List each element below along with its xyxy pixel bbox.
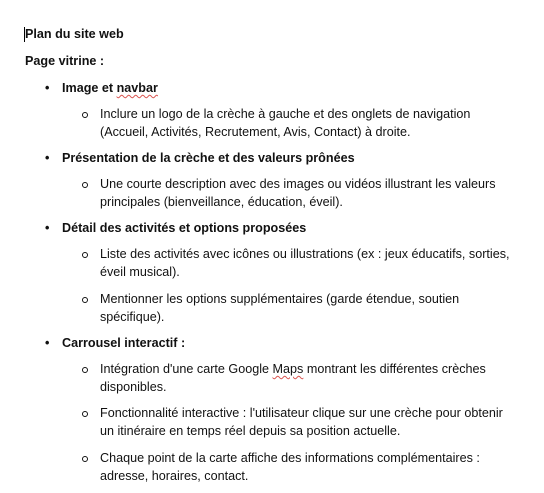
bullet-icon: • xyxy=(45,81,50,95)
circle-bullet-icon xyxy=(82,182,88,188)
sub-list-item-text: Une courte description avec des images ou vidéos illustrant les valeurs principales (bienveillance, éducation, éveil). xyxy=(100,177,496,209)
sub-list-item-text: Liste des activités avec icônes ou illustrations (ex : jeux éducatifs, sorties, éveil musical). xyxy=(100,247,510,279)
circle-bullet-icon xyxy=(82,367,88,373)
sub-list-item-text: Intégration d'une carte Google Maps montrant les différentes crèches disponibles. xyxy=(100,362,486,394)
circle-bullet-icon xyxy=(82,112,88,118)
bullet-icon: • xyxy=(45,221,50,235)
circle-bullet-icon xyxy=(82,411,88,417)
list-item-label: Carrousel interactif : xyxy=(62,336,186,350)
spellcheck-word[interactable]: Maps xyxy=(272,362,304,376)
document-title: Plan du site web xyxy=(25,27,124,41)
sub-list-item-text: Chaque point de la carte affiche des informations complémentaires : adresse, horaires, contact. xyxy=(100,451,480,483)
list-item-label: Présentation de la crèche et des valeurs prônées xyxy=(62,151,355,165)
circle-bullet-icon xyxy=(82,252,88,258)
sub-list-item-text: Inclure un logo de la crèche à gauche et des onglets de navigation (Accueil, Activités, Recrutement, Avis, Contact) à droite. xyxy=(100,107,471,139)
list-item-label: Détail des activités et options proposées xyxy=(62,221,307,235)
circle-bullet-icon xyxy=(82,456,88,462)
sub-list-item-text: Fonctionnalité interactive : l'utilisateur clique sur une crèche pour obtenir un itinéraire en temps réel depuis sa position actuelle. xyxy=(100,406,503,438)
section-title: Page vitrine : xyxy=(25,54,105,68)
list-item-label: Image et navbar xyxy=(62,81,158,95)
sub-list-item-text: Mentionner les options supplémentaires (garde étendue, soutien spécifique). xyxy=(100,292,460,324)
spellcheck-word[interactable]: navbar xyxy=(116,81,158,95)
circle-bullet-icon xyxy=(82,297,88,303)
bullet-icon: • xyxy=(45,336,50,350)
bullet-icon: • xyxy=(45,151,50,165)
